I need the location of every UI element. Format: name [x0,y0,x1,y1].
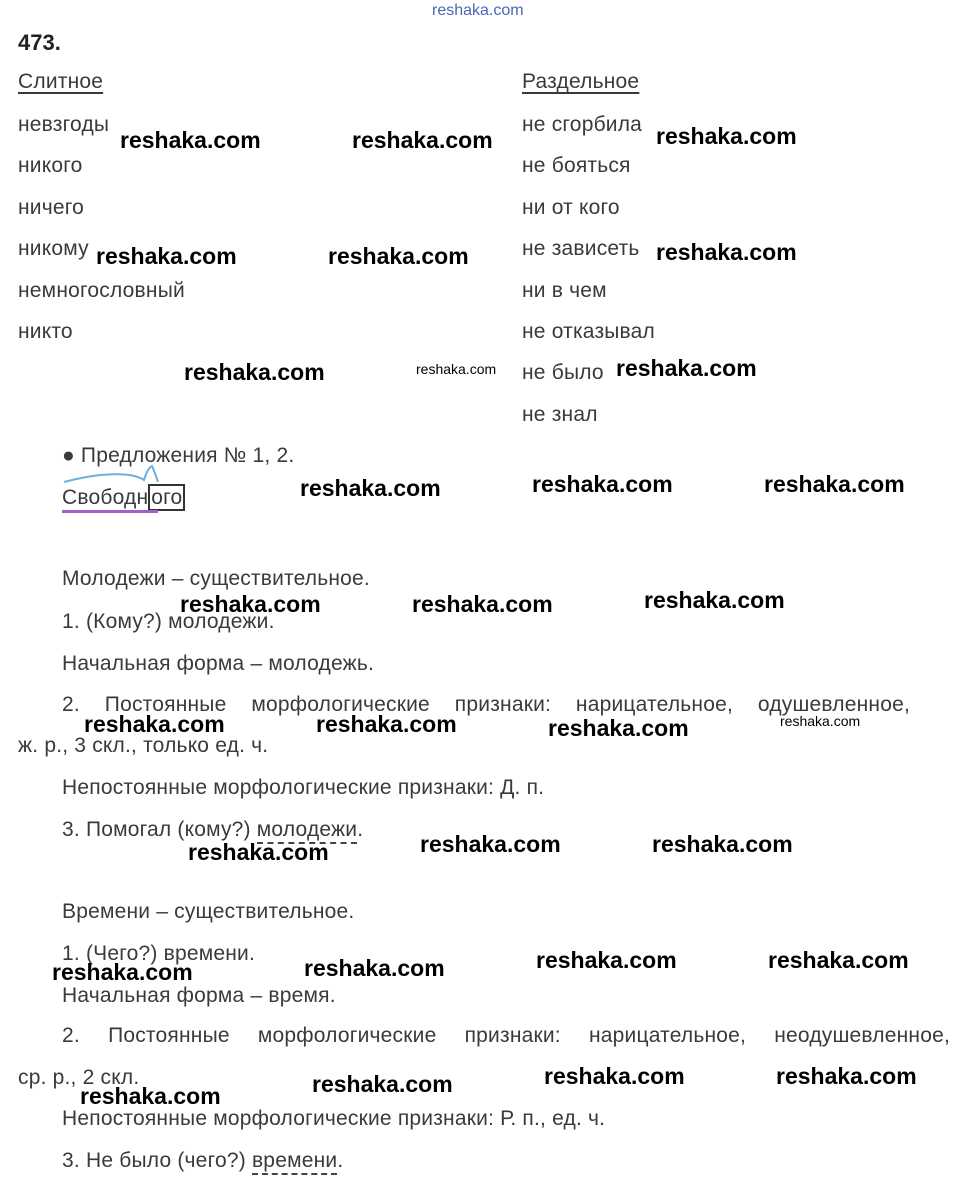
watermark: reshaka.com [548,715,689,741]
watermark: reshaka.com [544,1063,685,1089]
separate-word: ни в чем [522,279,607,302]
separate-word: не было [522,361,604,384]
watermark: reshaka.com [180,591,321,617]
sentences-note: ● Предложения № 1, 2. [62,444,295,467]
analysis1-constant-features: 2. Постоянные морфологические признаки: нарицательное, одушевленное, [62,693,910,716]
watermark: reshaka.com [304,955,445,981]
watermark: reshaka.com [316,711,457,737]
analysis2-variable-features: Непостоянные морфологические признаки: Р. п., ед. ч. [62,1107,606,1130]
watermark: reshaka.com [420,831,561,857]
watermark: reshaka.com [644,587,785,613]
site-watermark-top: reshaka.com [432,2,524,19]
analysis2-constant-features: 2. Постоянные морфологические признаки: нарицательное, неодушевленное, [62,1024,950,1047]
watermark: reshaka.com [96,243,237,269]
analysis2-constant-features-cont: ср. р., 2 скл. [18,1066,140,1089]
object-word: молодежи [257,818,357,844]
word-stem: Свободн [62,486,149,509]
watermark: reshaka.com [532,471,673,497]
separate-word: не отказывал [522,320,656,343]
watermark: reshaka.com [188,839,329,865]
word-ending: ого [148,484,185,511]
watermark: reshaka.com [656,239,797,265]
watermark: reshaka.com [52,959,193,985]
watermark: reshaka.com [184,359,325,385]
watermark: reshaka.com [352,127,493,153]
analysis2-question: 1. (Чего?) времени. [62,942,255,965]
watermark: reshaka.com [300,475,441,501]
separate-word: не зависеть [522,237,640,260]
role-text: 3. Помогал (кому?) [62,818,257,841]
fused-word: никому [18,237,89,260]
stem-underline [62,510,158,513]
object-word: времени [252,1149,337,1175]
watermark: reshaka.com [616,355,757,381]
fused-word: никого [18,154,83,177]
morpheme-parse [62,486,185,516]
watermark: reshaka.com [312,1071,453,1097]
column-title-separate: Раздельное [522,70,640,93]
analysis2-initial-form: Начальная форма – время. [62,984,336,1007]
role-text: 3. Не было (чего?) [62,1149,252,1172]
column-title-fused: Слитное [18,70,104,93]
watermark: reshaka.com [120,127,261,153]
separate-word: не сгорбила [522,113,643,136]
separate-word: ни от кого [522,196,620,219]
watermark: reshaka.com [652,831,793,857]
fused-word: невзгоды [18,113,110,136]
watermark: reshaka.com [412,591,553,617]
watermark: reshaka.com [328,243,469,269]
analysis1-constant-features-cont: ж. р., 3 скл., только ед. ч. [18,734,269,757]
analysis1-initial-form: Начальная форма – молодежь. [62,652,375,675]
fused-word: ничего [18,196,85,219]
role-end: . [357,818,364,841]
fused-word: немногословный [18,279,185,302]
watermark: reshaka.com [80,1083,221,1109]
fused-word: никто [18,320,73,343]
analysis1-title: Молодежи – существительное. [62,567,370,590]
analysis1-variable-features: Непостоянные морфологические признаки: Д. п. [62,776,545,799]
watermark: reshaka.com [656,123,797,149]
watermark: reshaka.com [776,1063,917,1089]
watermark: reshaka.com [768,947,909,973]
exercise-number: 473. [18,30,61,55]
separate-word: не бояться [522,154,631,177]
role-end: . [337,1149,344,1172]
analysis1-question: 1. (Кому?) молодежи. [62,610,275,633]
analysis2-title: Времени – существительное. [62,900,355,923]
watermark: reshaka.com [416,361,497,377]
watermark: reshaka.com [84,711,225,737]
watermark: reshaka.com [780,713,861,729]
analysis2-syntax-role [62,1149,343,1173]
watermark: reshaka.com [764,471,905,497]
separate-word: не знал [522,403,598,426]
watermark: reshaka.com [536,947,677,973]
